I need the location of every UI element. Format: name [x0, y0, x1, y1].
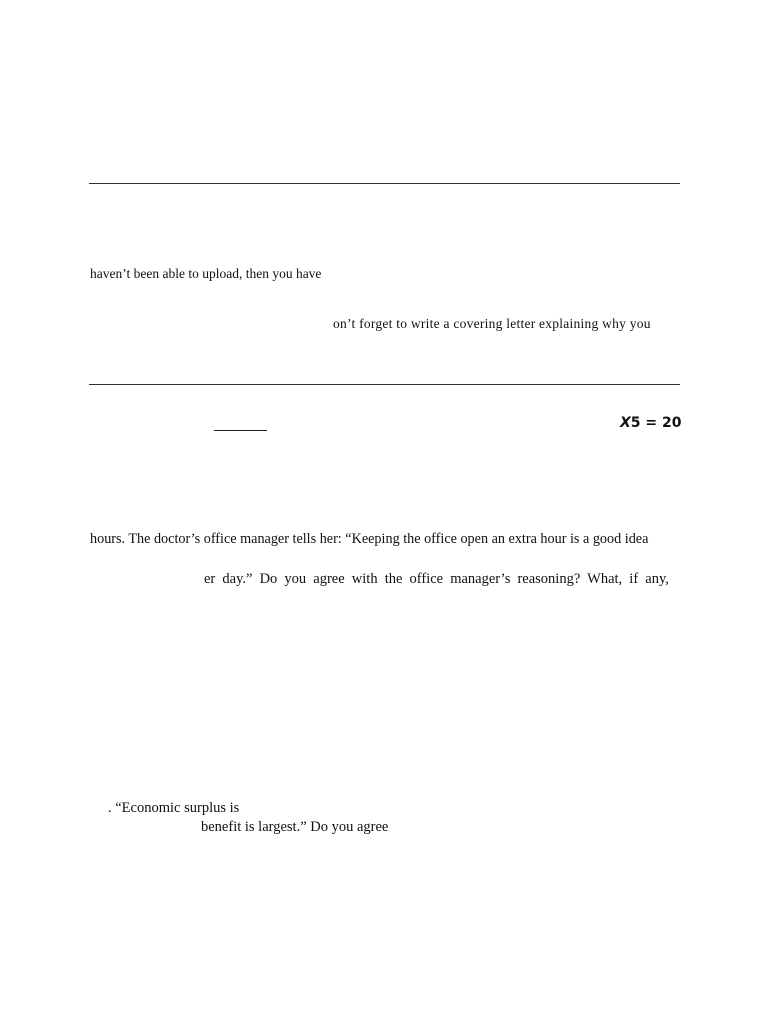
- question-b-line-1: . “Economic surplus is: [108, 800, 240, 816]
- question-a-line-2: er day.” Do you agree with the office manager’s reasoning? What, if any,: [204, 571, 669, 587]
- top-divider: [89, 183, 680, 184]
- equation-variable: X: [620, 415, 631, 431]
- answer-blank: [214, 430, 267, 431]
- upload-note-line-2: on’t forget to write a covering letter explaining why you: [333, 316, 651, 331]
- question-a-line-1: hours. The doctor’s office manager tells her: “Keeping the office open an extra hour is a good idea: [90, 531, 649, 547]
- upload-note-line-1: haven’t been able to upload, then you have: [90, 266, 322, 281]
- equation: [620, 414, 682, 432]
- middle-divider: [89, 384, 680, 385]
- equation-value: 5 = 20: [630, 415, 682, 431]
- question-b-line-2: benefit is largest.” Do you agree: [201, 819, 389, 835]
